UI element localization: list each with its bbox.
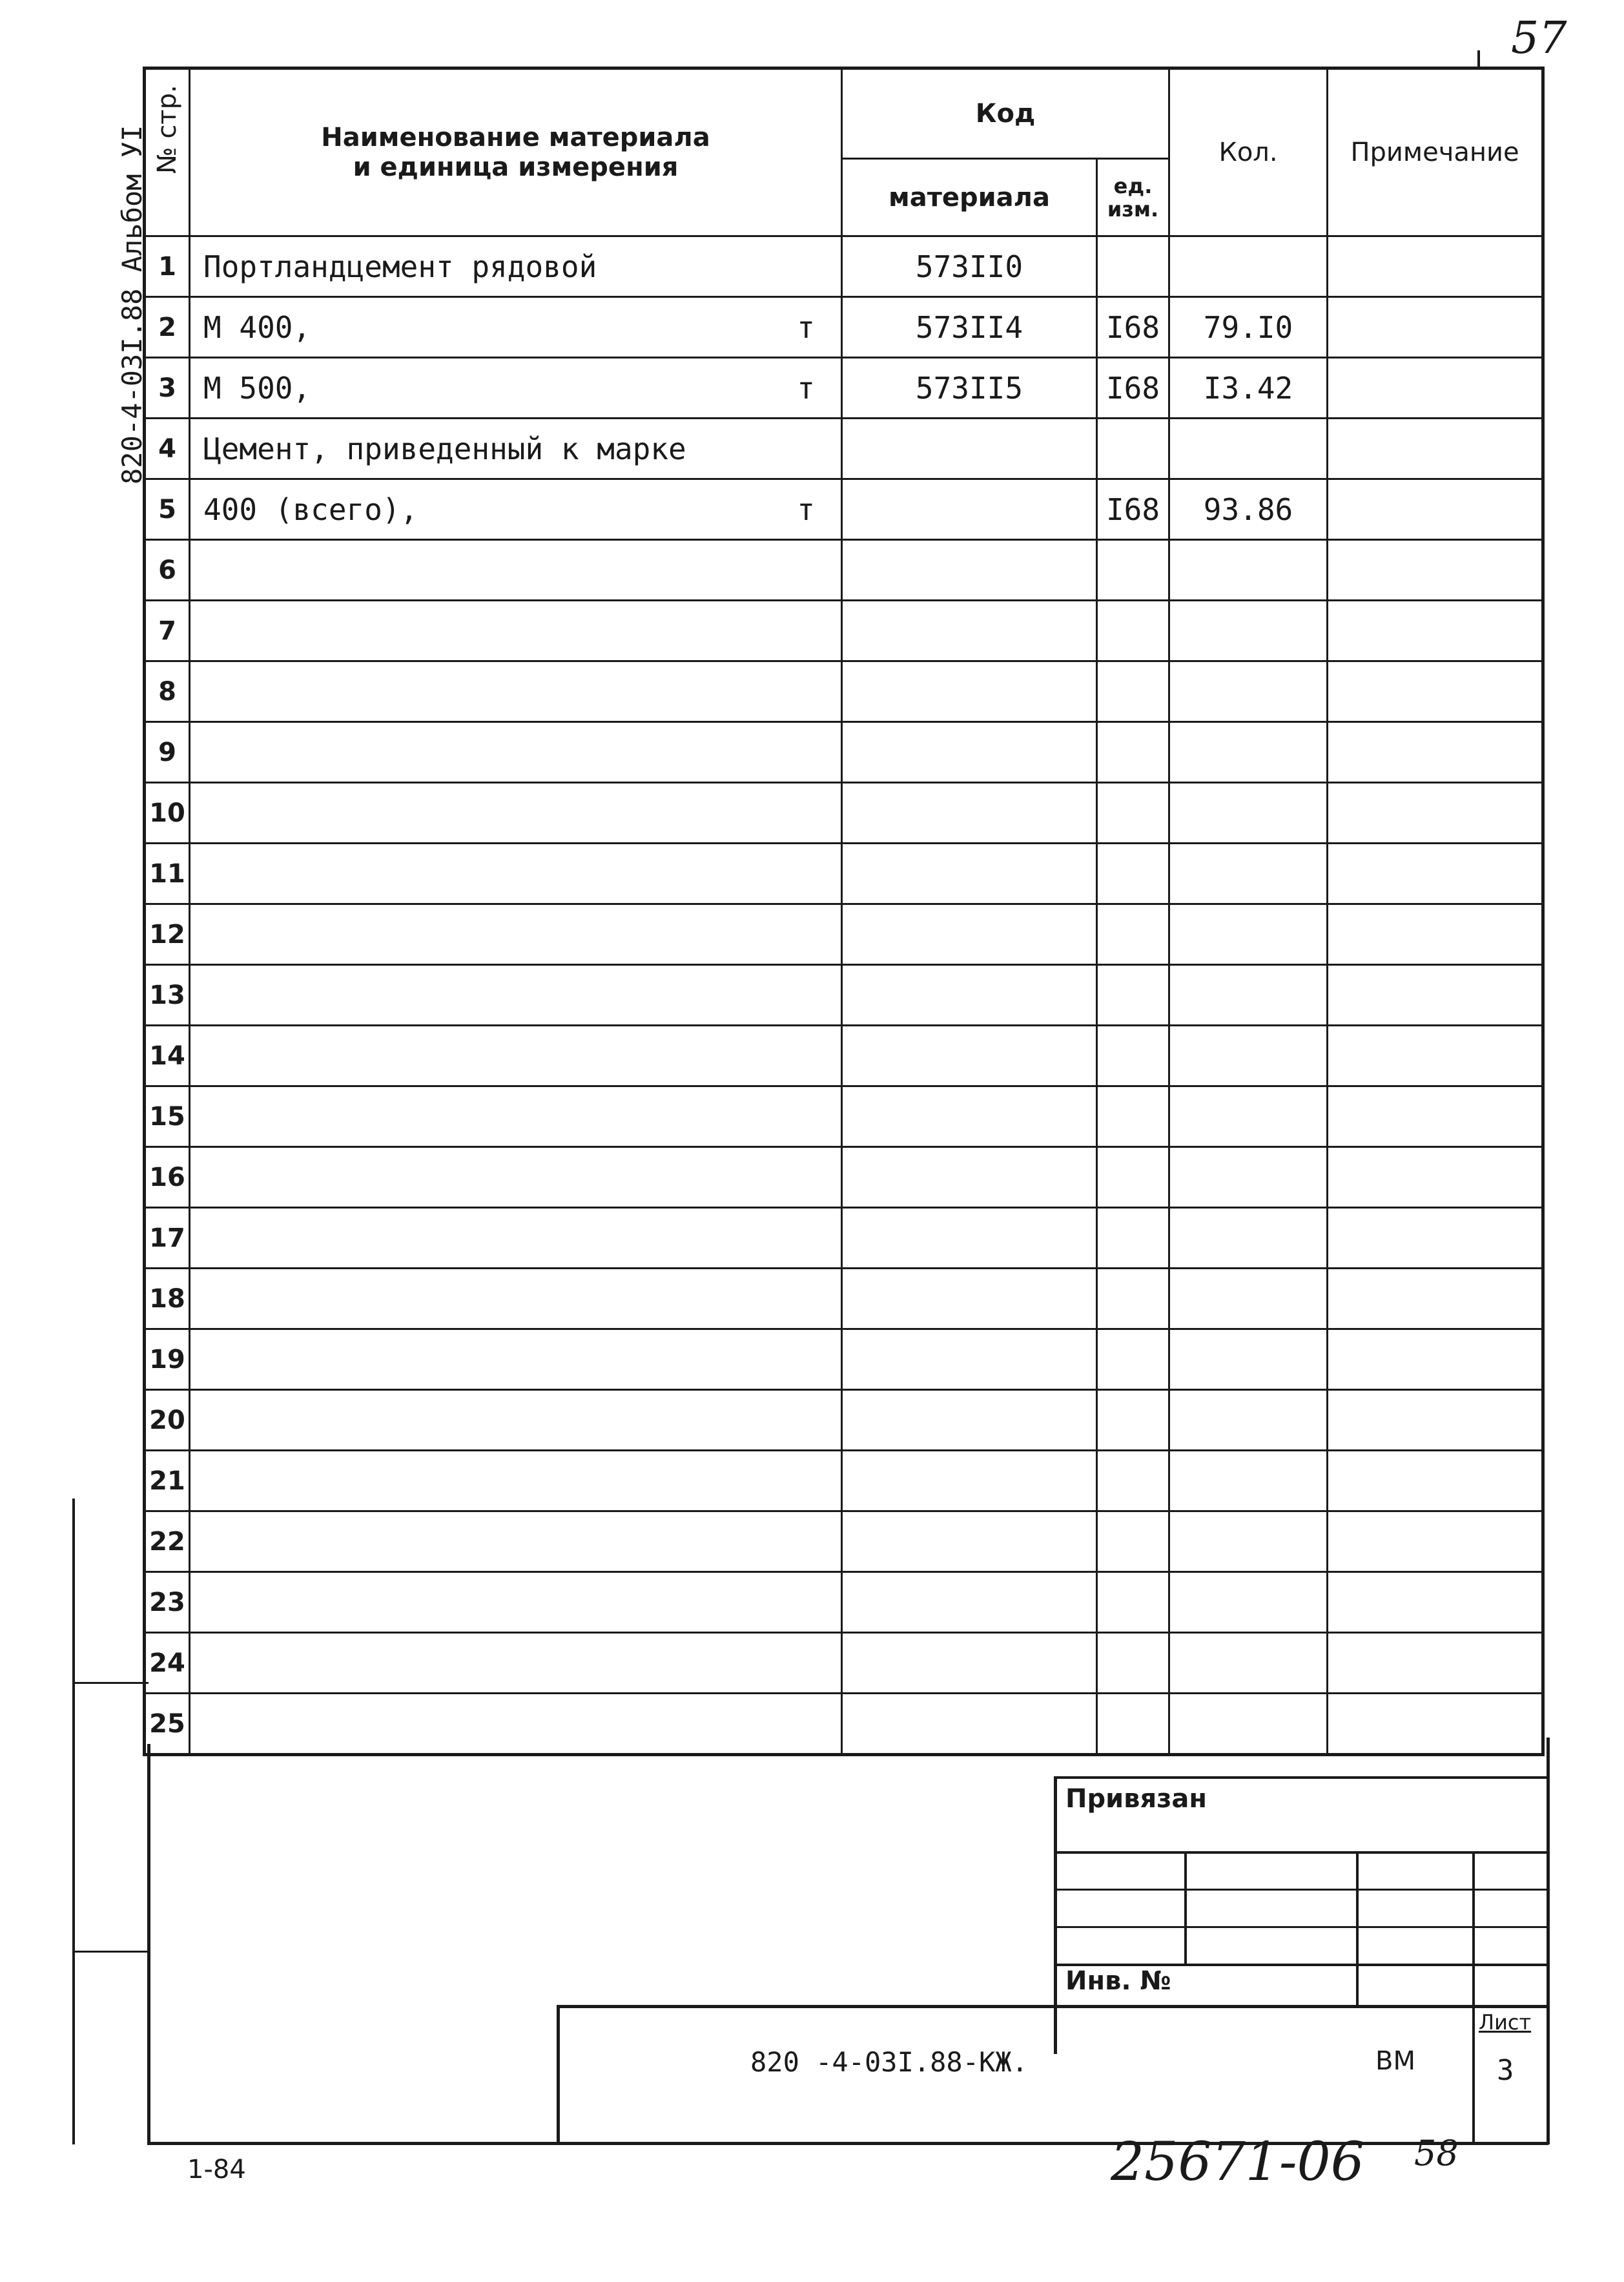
row-quantity: I3.42 xyxy=(1203,370,1293,406)
row-unit-cell xyxy=(1097,236,1169,297)
table-row xyxy=(145,1269,1543,1329)
row-name-cell xyxy=(190,1208,842,1269)
row-number-cell xyxy=(145,1026,190,1086)
row-number-cell xyxy=(145,1086,190,1147)
form-code: 1-84 xyxy=(187,2155,246,2184)
row-material-code: 573II5 xyxy=(915,370,1023,406)
row-name: М 500, xyxy=(203,370,311,406)
row-code-cell xyxy=(842,601,1097,661)
row-quantity: 79.I0 xyxy=(1203,309,1293,345)
row-code-cell xyxy=(842,1451,1097,1511)
table-row xyxy=(145,844,1543,904)
row-unit-cell xyxy=(1097,1329,1169,1390)
row-number: 18 xyxy=(149,1283,185,1314)
row-qty-cell xyxy=(1169,844,1328,904)
header-qty: Кол. xyxy=(1169,68,1328,236)
row-unit-cell xyxy=(1097,965,1169,1026)
row-number-cell xyxy=(145,904,190,965)
table-row xyxy=(145,1329,1543,1390)
row-name-cell xyxy=(190,1026,842,1086)
row-number-cell xyxy=(145,661,190,722)
linked-box-top xyxy=(1054,1776,1548,1779)
row-qty-cell xyxy=(1169,1147,1328,1208)
row-note-cell xyxy=(1328,540,1543,601)
row-qty-cell xyxy=(1169,1451,1328,1511)
form-outer-mid2 xyxy=(72,1951,149,1953)
row-qty-cell xyxy=(1169,661,1328,722)
row-code-cell xyxy=(842,783,1097,844)
row-number-cell xyxy=(145,236,190,297)
linked-box-left xyxy=(1054,1776,1057,2054)
row-name-cell xyxy=(190,1329,842,1390)
row-note-cell xyxy=(1328,236,1543,297)
row-unit-cell xyxy=(1097,661,1169,722)
row-qty-cell xyxy=(1169,965,1328,1026)
table-row xyxy=(145,1086,1543,1147)
row-unit-cell xyxy=(1097,783,1169,844)
row-note-cell xyxy=(1328,479,1543,540)
row-number: 22 xyxy=(149,1526,185,1557)
row-name-cell xyxy=(190,601,842,661)
row-number-cell xyxy=(145,1451,190,1511)
row-name-cell xyxy=(190,1269,842,1329)
row-name-cell xyxy=(190,1451,842,1511)
row-code-cell xyxy=(842,965,1097,1026)
side-album-label: 820-4-03I.88 Альбом УI xyxy=(116,125,148,484)
row-unit-cell xyxy=(1097,540,1169,601)
table-row xyxy=(145,965,1543,1026)
page-number-top: 57 xyxy=(1511,13,1567,64)
row-quantity: 93.86 xyxy=(1203,492,1293,527)
row-number-cell xyxy=(145,1390,190,1451)
row-code-cell xyxy=(842,1147,1097,1208)
table-row xyxy=(145,1633,1543,1694)
linked-label: Привязан xyxy=(1065,1784,1208,1814)
row-number: 8 xyxy=(158,676,176,707)
row-name-cell xyxy=(190,1086,842,1147)
titleblock-right-line xyxy=(1547,1737,1550,2144)
form-left-border xyxy=(147,1744,150,2144)
row-note-cell xyxy=(1328,904,1543,965)
row-note-cell xyxy=(1328,1511,1543,1572)
table-row xyxy=(145,601,1543,661)
row-code-cell xyxy=(842,297,1097,358)
header-code-material: материала xyxy=(842,159,1097,236)
row-note-cell xyxy=(1328,661,1543,722)
row-unit-cell xyxy=(1097,1511,1169,1572)
row-code-cell xyxy=(842,844,1097,904)
row-note-cell xyxy=(1328,297,1543,358)
row-qty-cell xyxy=(1169,1208,1328,1269)
row-note-cell xyxy=(1328,965,1543,1026)
row-code-cell xyxy=(842,1511,1097,1572)
row-number-cell xyxy=(145,297,190,358)
row-name-cell xyxy=(190,965,842,1026)
row-number: 24 xyxy=(149,1648,185,1678)
row-unit-cell xyxy=(1097,297,1169,358)
row-note-cell xyxy=(1328,1208,1543,1269)
row-number: 21 xyxy=(149,1466,185,1496)
section-code: ВМ xyxy=(1375,2046,1415,2076)
row-note-cell xyxy=(1328,419,1543,479)
row-code-cell xyxy=(842,1086,1097,1147)
inv-label: Инв. № xyxy=(1065,1966,1171,1996)
row-number: 4 xyxy=(158,433,176,464)
row-number: 23 xyxy=(149,1587,185,1617)
row-number-cell xyxy=(145,358,190,419)
row-qty-cell xyxy=(1169,1086,1328,1147)
row-number: 15 xyxy=(149,1101,185,1132)
row-number: 14 xyxy=(149,1041,185,1071)
row-unit-cell xyxy=(1097,419,1169,479)
row-number: 9 xyxy=(158,737,176,767)
row-unit-cell xyxy=(1097,1269,1169,1329)
row-note-cell xyxy=(1328,1269,1543,1329)
row-qty-cell xyxy=(1169,540,1328,601)
row-name-cell xyxy=(190,1511,842,1572)
table-row xyxy=(145,297,1543,358)
row-number-cell xyxy=(145,1511,190,1572)
row-qty-cell xyxy=(1169,419,1328,479)
table-row xyxy=(145,1208,1543,1269)
row-number: 5 xyxy=(158,494,176,524)
row-number-cell xyxy=(145,1208,190,1269)
row-name: Портландцемент рядовой xyxy=(203,249,597,284)
row-unit-cell xyxy=(1097,1086,1169,1147)
row-name-cell xyxy=(190,1390,842,1451)
header-code-unit: ед. изм. xyxy=(1097,159,1169,236)
row-unit-cell xyxy=(1097,479,1169,540)
row-number: 16 xyxy=(149,1162,185,1192)
table-row xyxy=(145,1026,1543,1086)
table-row xyxy=(145,1511,1543,1572)
table-row xyxy=(145,419,1543,479)
row-unit-cell xyxy=(1097,1633,1169,1694)
materials-table xyxy=(143,67,1545,1756)
row-material-code: 573II0 xyxy=(915,249,1023,284)
row-name-cell xyxy=(190,358,842,419)
row-note-cell xyxy=(1328,783,1543,844)
row-name-cell xyxy=(190,479,842,540)
page-number-bottom: 58 xyxy=(1414,2133,1459,2173)
row-code-cell xyxy=(842,1269,1097,1329)
row-number: 1 xyxy=(158,251,176,282)
row-number-cell xyxy=(145,419,190,479)
row-number-cell xyxy=(145,601,190,661)
row-number: 7 xyxy=(158,616,176,646)
table-row xyxy=(145,1147,1543,1208)
row-unit-cell xyxy=(1097,601,1169,661)
table-row xyxy=(145,1451,1543,1511)
row-qty-cell xyxy=(1169,1026,1328,1086)
row-name-cell xyxy=(190,661,842,722)
row-unit-cell xyxy=(1097,1147,1169,1208)
table-row xyxy=(145,358,1543,419)
row-qty-cell xyxy=(1169,358,1328,419)
row-number-cell xyxy=(145,965,190,1026)
row-name: М 400, xyxy=(203,309,311,345)
row-unit-cell xyxy=(1097,904,1169,965)
row-code-cell xyxy=(842,236,1097,297)
header-code: Код xyxy=(842,68,1169,159)
row-unit-cell xyxy=(1097,722,1169,783)
row-note-cell xyxy=(1328,1026,1543,1086)
form-outer-mid xyxy=(72,1682,149,1684)
stamp-top xyxy=(557,2005,1548,2008)
row-name-cell xyxy=(190,844,842,904)
row-qty-cell xyxy=(1169,1390,1328,1451)
row-qty-cell xyxy=(1169,1511,1328,1572)
row-qty-cell xyxy=(1169,904,1328,965)
row-number-cell xyxy=(145,540,190,601)
sheet-label: Лист xyxy=(1479,2010,1532,2035)
row-number: 25 xyxy=(149,1708,185,1739)
row-unit-cell xyxy=(1097,1026,1169,1086)
row-code-cell xyxy=(842,1572,1097,1633)
row-number: 19 xyxy=(149,1344,185,1374)
row-name-cell xyxy=(190,783,842,844)
row-code-cell xyxy=(842,722,1097,783)
row-code-cell xyxy=(842,1329,1097,1390)
row-unit-cell xyxy=(1097,844,1169,904)
header-name: Наименование материала и единица измерения xyxy=(190,68,842,236)
table-row xyxy=(145,479,1543,540)
row-number-cell xyxy=(145,844,190,904)
row-name: 400 (всего), xyxy=(203,492,418,527)
row-name: Цемент, приведенный к марке xyxy=(203,431,686,466)
row-number: 2 xyxy=(158,312,176,342)
row-unit-label: т xyxy=(797,492,815,527)
row-name-cell xyxy=(190,722,842,783)
materials-table-body xyxy=(145,236,1543,1755)
row-number-cell xyxy=(145,1147,190,1208)
row-code-cell xyxy=(842,1026,1097,1086)
form-outer-left xyxy=(72,1499,75,2144)
row-unit-label: т xyxy=(797,370,815,406)
table-row xyxy=(145,1572,1543,1633)
row-number-cell xyxy=(145,722,190,783)
row-unit-cell xyxy=(1097,358,1169,419)
row-unit-code: I68 xyxy=(1105,309,1160,345)
document-code: 820 -4-03I.88-КЖ. xyxy=(750,2046,1028,2078)
table-row xyxy=(145,722,1543,783)
row-unit-cell xyxy=(1097,1451,1169,1511)
row-qty-cell xyxy=(1169,722,1328,783)
row-number: 11 xyxy=(149,858,185,889)
row-number: 12 xyxy=(149,919,185,949)
row-unit-code: I68 xyxy=(1105,370,1160,406)
row-name-cell xyxy=(190,1694,842,1755)
row-number-cell xyxy=(145,1329,190,1390)
row-code-cell xyxy=(842,1208,1097,1269)
row-name-cell xyxy=(190,1633,842,1694)
row-code-cell xyxy=(842,904,1097,965)
row-number-cell xyxy=(145,479,190,540)
sheet-number: 3 xyxy=(1497,2054,1514,2087)
row-qty-cell xyxy=(1169,1329,1328,1390)
row-qty-cell xyxy=(1169,1269,1328,1329)
row-number-cell xyxy=(145,1572,190,1633)
row-unit-cell xyxy=(1097,1390,1169,1451)
table-row xyxy=(145,236,1543,297)
row-code-cell xyxy=(842,661,1097,722)
table-row xyxy=(145,1390,1543,1451)
row-name-cell xyxy=(190,540,842,601)
row-note-cell xyxy=(1328,601,1543,661)
row-name-cell xyxy=(190,1147,842,1208)
row-unit-cell xyxy=(1097,1208,1169,1269)
row-name-cell xyxy=(190,236,842,297)
row-unit-cell xyxy=(1097,1694,1169,1755)
row-number-cell xyxy=(145,1694,190,1755)
row-number: 13 xyxy=(149,980,185,1010)
row-name-cell xyxy=(190,1572,842,1633)
row-qty-cell xyxy=(1169,297,1328,358)
row-code-cell xyxy=(842,358,1097,419)
row-code-cell xyxy=(842,540,1097,601)
row-number: 20 xyxy=(149,1405,185,1435)
row-qty-cell xyxy=(1169,479,1328,540)
stamp-left xyxy=(557,2005,560,2143)
row-number: 6 xyxy=(158,555,176,585)
row-note-cell xyxy=(1328,1572,1543,1633)
row-unit-code: I68 xyxy=(1105,492,1160,527)
row-note-cell xyxy=(1328,844,1543,904)
row-note-cell xyxy=(1328,1329,1543,1390)
header-note: Примечание xyxy=(1328,68,1543,236)
row-note-cell xyxy=(1328,1633,1543,1694)
handwritten-number: 25671-06 xyxy=(1111,2132,1364,2193)
header-row-number: № стр. xyxy=(145,68,190,236)
table-row xyxy=(145,904,1543,965)
row-note-cell xyxy=(1328,1451,1543,1511)
linked-col-3 xyxy=(1472,1851,1475,2142)
row-name-cell xyxy=(190,297,842,358)
table-row xyxy=(145,1694,1543,1755)
row-unit-label: т xyxy=(797,309,815,345)
row-code-cell xyxy=(842,1694,1097,1755)
row-number-cell xyxy=(145,1269,190,1329)
row-qty-cell xyxy=(1169,1572,1328,1633)
row-qty-cell xyxy=(1169,1633,1328,1694)
linked-col-1 xyxy=(1184,1851,1187,1964)
row-note-cell xyxy=(1328,722,1543,783)
row-number: 10 xyxy=(149,798,185,828)
table-row xyxy=(145,783,1543,844)
row-number-cell xyxy=(145,1633,190,1694)
row-code-cell xyxy=(842,1633,1097,1694)
row-code-cell xyxy=(842,419,1097,479)
row-material-code: 573II4 xyxy=(915,309,1023,345)
row-note-cell xyxy=(1328,1390,1543,1451)
row-code-cell xyxy=(842,479,1097,540)
row-qty-cell xyxy=(1169,601,1328,661)
row-note-cell xyxy=(1328,1147,1543,1208)
row-name-cell xyxy=(190,419,842,479)
row-unit-cell xyxy=(1097,1572,1169,1633)
linked-col-2 xyxy=(1356,1851,1359,2006)
row-note-cell xyxy=(1328,1086,1543,1147)
table-row xyxy=(145,661,1543,722)
row-note-cell xyxy=(1328,1694,1543,1755)
row-number: 17 xyxy=(149,1223,185,1253)
row-qty-cell xyxy=(1169,236,1328,297)
row-number: 3 xyxy=(158,373,176,403)
row-code-cell xyxy=(842,1390,1097,1451)
row-qty-cell xyxy=(1169,783,1328,844)
table-row xyxy=(145,540,1543,601)
row-qty-cell xyxy=(1169,1694,1328,1755)
row-number-cell xyxy=(145,783,190,844)
row-note-cell xyxy=(1328,358,1543,419)
row-name-cell xyxy=(190,904,842,965)
